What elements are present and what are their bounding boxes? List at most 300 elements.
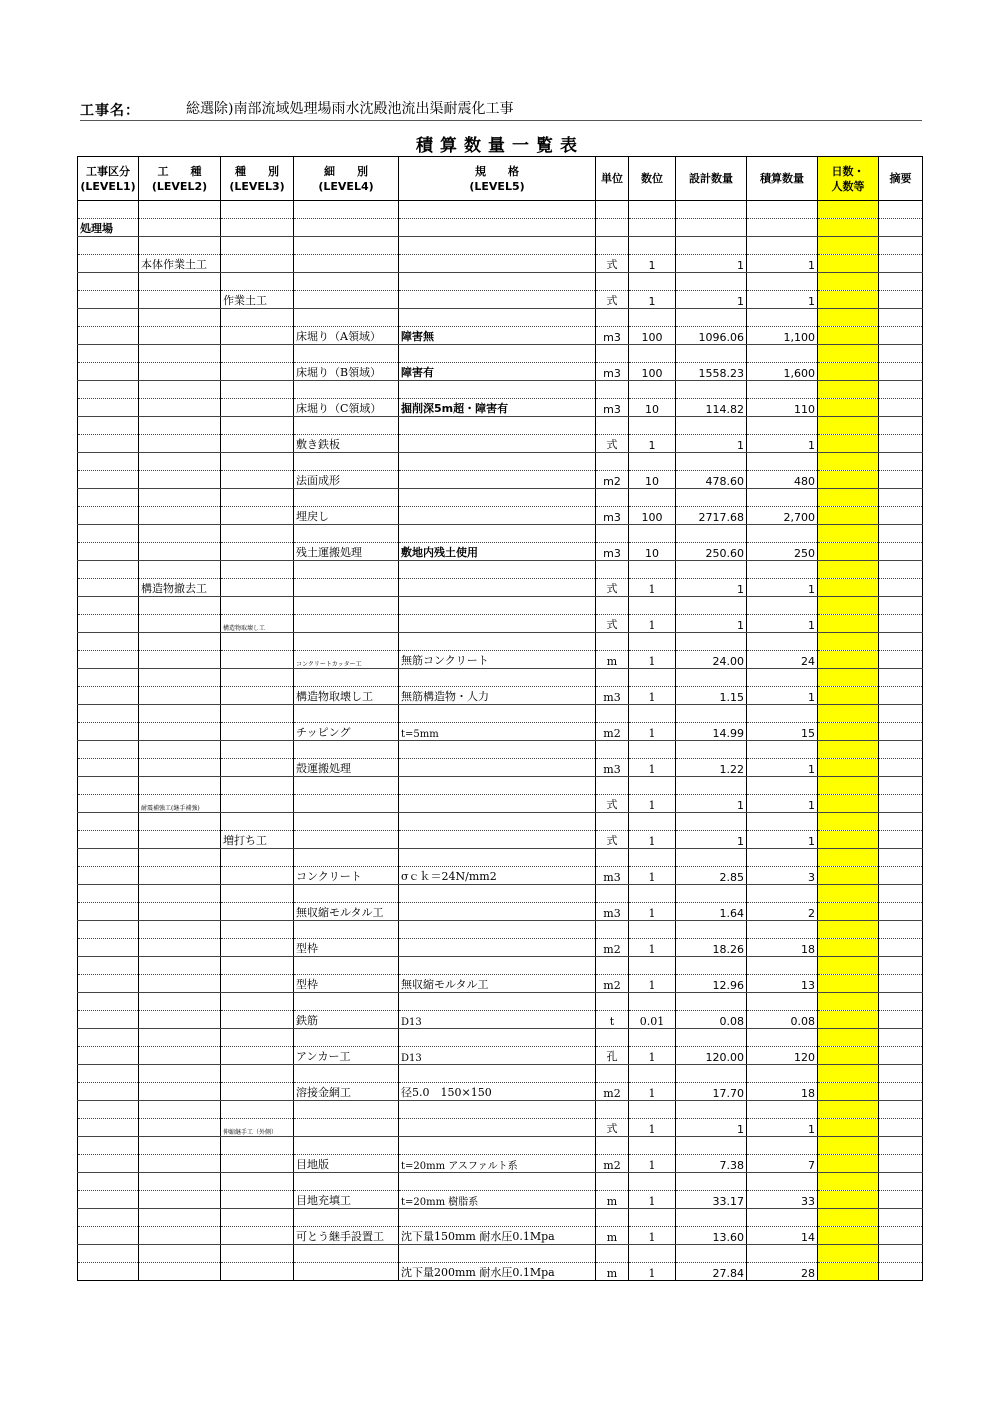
- cell-unit: 式: [596, 795, 629, 813]
- spacer-row: [78, 669, 923, 687]
- cell-l1: [78, 1083, 139, 1101]
- remarks-cell: [879, 795, 923, 813]
- cell-design: 120.00: [676, 1047, 747, 1065]
- cell-design: 1: [676, 615, 747, 633]
- blank-cell: [676, 561, 747, 579]
- cell-l1: [78, 255, 139, 273]
- blank-cell: [139, 1209, 221, 1227]
- blank-cell: [747, 345, 818, 363]
- remarks-cell: [879, 291, 923, 309]
- blank-cell: [629, 417, 676, 435]
- col-level1: 工事区分 (LEVEL1): [78, 157, 139, 201]
- table-row: [78, 903, 923, 921]
- cell-unit: 式: [596, 615, 629, 633]
- cell-digit: 1: [629, 723, 676, 741]
- cell-calc: 1: [747, 759, 818, 777]
- cell-design: 2717.68: [676, 507, 747, 525]
- cell-digit: 1: [629, 255, 676, 273]
- blank-cell: [879, 633, 923, 651]
- blank-cell: [139, 1137, 221, 1155]
- cell-design: 1.15: [676, 687, 747, 705]
- cell-unit: 孔: [596, 1047, 629, 1065]
- blank-cell: [399, 741, 596, 759]
- blank-cell: [596, 777, 629, 795]
- blank-cell: [139, 525, 221, 543]
- blank-cell: [747, 237, 818, 255]
- cell-calc: 24: [747, 651, 818, 669]
- cell-design: 1: [676, 831, 747, 849]
- cell-l4: 敷き鉄板: [294, 435, 399, 453]
- cell-l1: [78, 795, 139, 813]
- blank-cell: [879, 1029, 923, 1047]
- blank-cell: [221, 597, 294, 615]
- cell-unit: m2: [596, 939, 629, 957]
- cell-l3: [221, 1047, 294, 1065]
- cell-design: 17.70: [676, 1083, 747, 1101]
- cell-l2: [139, 219, 221, 237]
- blank-cell: [399, 669, 596, 687]
- cell-calc: 1: [747, 615, 818, 633]
- cell-l5: [399, 291, 596, 309]
- blank-cell: [747, 1137, 818, 1155]
- blank-cell: [78, 993, 139, 1011]
- table-row: [78, 1047, 923, 1065]
- blank-cell: [596, 993, 629, 1011]
- blank-cell: [399, 273, 596, 291]
- blank-cell: [596, 1173, 629, 1191]
- days-cell: [818, 309, 879, 327]
- table-row: [78, 399, 923, 417]
- blank-cell: [629, 633, 676, 651]
- blank-cell: [78, 669, 139, 687]
- table-row: [78, 579, 923, 597]
- cell-l4: 溶接金網工: [294, 1083, 399, 1101]
- project-header: [80, 96, 922, 121]
- blank-cell: [629, 453, 676, 471]
- days-cell: [818, 291, 879, 309]
- blank-cell: [629, 201, 676, 219]
- cell-unit: m: [596, 651, 629, 669]
- cell-l2: [139, 1263, 221, 1281]
- cell-l2: 耐震補強工(継手補強): [139, 795, 221, 813]
- cell-design: 1: [676, 579, 747, 597]
- blank-cell: [221, 237, 294, 255]
- blank-cell: [879, 885, 923, 903]
- blank-cell: [676, 345, 747, 363]
- cell-l4: 構造物取壊し工: [294, 687, 399, 705]
- cell-l4: 可とう継手設置工: [294, 1227, 399, 1245]
- cell-l3: [221, 1191, 294, 1209]
- cell-l5: [399, 579, 596, 597]
- blank-cell: [629, 525, 676, 543]
- blank-cell: [879, 777, 923, 795]
- cell-l2: [139, 327, 221, 345]
- cell-calc: [747, 219, 818, 237]
- remarks-cell: [879, 363, 923, 381]
- cell-l3: [221, 363, 294, 381]
- blank-cell: [399, 561, 596, 579]
- blank-cell: [596, 1065, 629, 1083]
- cell-design: 1.64: [676, 903, 747, 921]
- blank-cell: [221, 1065, 294, 1083]
- cell-digit: 10: [629, 399, 676, 417]
- cell-l2: [139, 1011, 221, 1029]
- blank-cell: [676, 1173, 747, 1191]
- cell-l2: [139, 687, 221, 705]
- blank-cell: [676, 453, 747, 471]
- days-cell: [818, 417, 879, 435]
- cell-calc: 0.08: [747, 1011, 818, 1029]
- blank-cell: [399, 993, 596, 1011]
- blank-cell: [139, 417, 221, 435]
- blank-cell: [629, 273, 676, 291]
- blank-cell: [747, 1209, 818, 1227]
- blank-cell: [221, 345, 294, 363]
- blank-cell: [294, 309, 399, 327]
- cell-l3: [221, 867, 294, 885]
- cell-l2: [139, 471, 221, 489]
- table-row: [78, 831, 923, 849]
- col-level4: 細 別 (LEVEL4): [294, 157, 399, 201]
- remarks-cell: [879, 1227, 923, 1245]
- cell-digit: 1: [629, 579, 676, 597]
- days-cell: [818, 363, 879, 381]
- blank-cell: [676, 309, 747, 327]
- days-cell: [818, 453, 879, 471]
- cell-design: 33.17: [676, 1191, 747, 1209]
- cell-l2: [139, 1083, 221, 1101]
- blank-cell: [629, 597, 676, 615]
- cell-unit: 式: [596, 255, 629, 273]
- spacer-row: [78, 237, 923, 255]
- blank-cell: [294, 993, 399, 1011]
- spacer-row: [78, 993, 923, 1011]
- days-cell: [818, 867, 879, 885]
- blank-cell: [596, 381, 629, 399]
- blank-cell: [78, 741, 139, 759]
- blank-cell: [78, 1137, 139, 1155]
- cell-digit: 1: [629, 795, 676, 813]
- spacer-row: [78, 921, 923, 939]
- table-row: [78, 651, 923, 669]
- blank-cell: [399, 417, 596, 435]
- blank-cell: [294, 1209, 399, 1227]
- blank-cell: [399, 885, 596, 903]
- blank-cell: [596, 201, 629, 219]
- remarks-cell: [879, 1155, 923, 1173]
- spacer-row: [78, 957, 923, 975]
- days-cell: [818, 669, 879, 687]
- cell-design: [676, 219, 747, 237]
- cell-design: 478.60: [676, 471, 747, 489]
- blank-cell: [294, 561, 399, 579]
- cell-l5: [399, 507, 596, 525]
- blank-cell: [139, 957, 221, 975]
- blank-cell: [78, 417, 139, 435]
- blank-cell: [596, 705, 629, 723]
- blank-cell: [676, 849, 747, 867]
- days-cell: [818, 705, 879, 723]
- cell-design: 1: [676, 435, 747, 453]
- days-cell: [818, 1011, 879, 1029]
- cell-l4: [294, 579, 399, 597]
- blank-cell: [294, 1101, 399, 1119]
- cell-unit: 式: [596, 831, 629, 849]
- cell-calc: 250: [747, 543, 818, 561]
- cell-l5: 敷地内残土使用: [399, 543, 596, 561]
- cell-digit: 1: [629, 291, 676, 309]
- blank-cell: [399, 1173, 596, 1191]
- blank-cell: [879, 381, 923, 399]
- remarks-cell: [879, 615, 923, 633]
- blank-cell: [629, 489, 676, 507]
- blank-cell: [676, 381, 747, 399]
- cell-l2: [139, 363, 221, 381]
- cell-l1: [78, 1227, 139, 1245]
- blank-cell: [747, 993, 818, 1011]
- blank-cell: [629, 1065, 676, 1083]
- blank-cell: [596, 1209, 629, 1227]
- blank-cell: [596, 1137, 629, 1155]
- cell-l3: [221, 1155, 294, 1173]
- blank-cell: [294, 345, 399, 363]
- cell-design: 13.60: [676, 1227, 747, 1245]
- cell-digit: 1: [629, 939, 676, 957]
- cell-calc: 33: [747, 1191, 818, 1209]
- blank-cell: [747, 1029, 818, 1047]
- remarks-cell: [879, 1263, 923, 1281]
- blank-cell: [747, 1245, 818, 1263]
- cell-l4: 床堀り（B領域）: [294, 363, 399, 381]
- blank-cell: [747, 849, 818, 867]
- cell-l1: [78, 1191, 139, 1209]
- blank-cell: [596, 813, 629, 831]
- spacer-row: [78, 1137, 923, 1155]
- blank-cell: [747, 957, 818, 975]
- blank-cell: [139, 921, 221, 939]
- remarks-cell: [879, 1047, 923, 1065]
- blank-cell: [294, 921, 399, 939]
- blank-cell: [747, 273, 818, 291]
- cell-l5: 沈下量150mm 耐水圧0.1Mpa: [399, 1227, 596, 1245]
- cell-unit: m2: [596, 1083, 629, 1101]
- blank-cell: [139, 345, 221, 363]
- blank-cell: [78, 705, 139, 723]
- cell-calc: 1: [747, 291, 818, 309]
- cell-l3: [221, 327, 294, 345]
- blank-cell: [294, 633, 399, 651]
- blank-cell: [676, 1245, 747, 1263]
- blank-cell: [294, 381, 399, 399]
- days-cell: [818, 1191, 879, 1209]
- blank-cell: [747, 777, 818, 795]
- cell-l2: 構造物撤去工: [139, 579, 221, 597]
- cell-l4: チッピング: [294, 723, 399, 741]
- blank-cell: [747, 525, 818, 543]
- blank-cell: [78, 885, 139, 903]
- blank-cell: [294, 1065, 399, 1083]
- cell-unit: m3: [596, 903, 629, 921]
- blank-cell: [629, 741, 676, 759]
- cell-design: 1.22: [676, 759, 747, 777]
- table-row: [78, 1083, 923, 1101]
- col-digit: 数位: [629, 157, 676, 201]
- blank-cell: [747, 1065, 818, 1083]
- blank-cell: [879, 525, 923, 543]
- days-cell: [818, 255, 879, 273]
- blank-cell: [596, 273, 629, 291]
- blank-cell: [629, 957, 676, 975]
- cell-design: 14.99: [676, 723, 747, 741]
- remarks-cell: [879, 219, 923, 237]
- cell-digit: 100: [629, 327, 676, 345]
- blank-cell: [78, 309, 139, 327]
- cell-l5: [399, 795, 596, 813]
- cell-digit: 100: [629, 507, 676, 525]
- cell-l1: 処理場: [78, 219, 139, 237]
- blank-cell: [596, 489, 629, 507]
- cell-l3: [221, 723, 294, 741]
- spacer-row: [78, 777, 923, 795]
- blank-cell: [78, 921, 139, 939]
- cell-unit: m: [596, 1191, 629, 1209]
- blank-cell: [139, 993, 221, 1011]
- table-row: [78, 471, 923, 489]
- blank-cell: [629, 1137, 676, 1155]
- cell-l1: [78, 327, 139, 345]
- blank-cell: [676, 885, 747, 903]
- blank-cell: [629, 813, 676, 831]
- cell-l5: 無筋構造物・人力: [399, 687, 596, 705]
- cell-l4: 無収縮モルタル工: [294, 903, 399, 921]
- cell-l4: アンカー工: [294, 1047, 399, 1065]
- cell-l2: [139, 543, 221, 561]
- blank-cell: [78, 201, 139, 219]
- cell-l3: [221, 651, 294, 669]
- blank-cell: [747, 453, 818, 471]
- cell-l4: 型枠: [294, 975, 399, 993]
- cell-l2: [139, 651, 221, 669]
- blank-cell: [294, 1173, 399, 1191]
- quantity-table: [77, 156, 923, 1281]
- blank-cell: [78, 957, 139, 975]
- cell-l4: 目地充填工: [294, 1191, 399, 1209]
- cell-l5: t=20mm アスファルト系: [399, 1155, 596, 1173]
- remarks-cell: [879, 687, 923, 705]
- remarks-cell: [879, 975, 923, 993]
- blank-cell: [139, 237, 221, 255]
- cell-l5: 障害有: [399, 363, 596, 381]
- table-row: [78, 507, 923, 525]
- cell-digit: 1: [629, 1155, 676, 1173]
- blank-cell: [221, 1209, 294, 1227]
- blank-cell: [139, 273, 221, 291]
- blank-cell: [78, 1245, 139, 1263]
- blank-cell: [676, 417, 747, 435]
- cell-l3: [221, 255, 294, 273]
- blank-cell: [78, 1173, 139, 1191]
- cell-l5: 掘削深5m超・障害有: [399, 399, 596, 417]
- blank-cell: [78, 453, 139, 471]
- cell-l5: t=20mm 樹脂系: [399, 1191, 596, 1209]
- table-row: [78, 759, 923, 777]
- cell-l3: [221, 687, 294, 705]
- spacer-row: [78, 1065, 923, 1083]
- blank-cell: [78, 777, 139, 795]
- cell-l5: [399, 1119, 596, 1137]
- blank-cell: [747, 417, 818, 435]
- blank-cell: [879, 1065, 923, 1083]
- blank-cell: [747, 813, 818, 831]
- cell-design: 7.38: [676, 1155, 747, 1173]
- cell-l3: [221, 435, 294, 453]
- blank-cell: [78, 273, 139, 291]
- cell-l1: [78, 975, 139, 993]
- blank-cell: [139, 561, 221, 579]
- blank-cell: [221, 633, 294, 651]
- days-cell: [818, 903, 879, 921]
- blank-cell: [294, 1137, 399, 1155]
- cell-design: 1: [676, 255, 747, 273]
- cell-l5: [399, 939, 596, 957]
- blank-cell: [879, 993, 923, 1011]
- blank-cell: [596, 345, 629, 363]
- cell-calc: 15: [747, 723, 818, 741]
- table-row: [78, 1263, 923, 1281]
- blank-cell: [747, 561, 818, 579]
- cell-l3: [221, 471, 294, 489]
- table-row: [78, 1011, 923, 1029]
- blank-cell: [294, 597, 399, 615]
- blank-cell: [221, 669, 294, 687]
- blank-cell: [676, 201, 747, 219]
- cell-unit: m2: [596, 471, 629, 489]
- days-cell: [818, 615, 879, 633]
- cell-digit: 1: [629, 903, 676, 921]
- cell-calc: 1: [747, 435, 818, 453]
- blank-cell: [629, 1209, 676, 1227]
- blank-cell: [294, 237, 399, 255]
- days-cell: [818, 813, 879, 831]
- cell-l5: 障害無: [399, 327, 596, 345]
- blank-cell: [629, 849, 676, 867]
- blank-cell: [294, 417, 399, 435]
- days-cell: [818, 1101, 879, 1119]
- blank-cell: [629, 561, 676, 579]
- spacer-row: [78, 309, 923, 327]
- days-cell: [818, 1065, 879, 1083]
- days-cell: [818, 1263, 879, 1281]
- blank-cell: [399, 1065, 596, 1083]
- days-cell: [818, 687, 879, 705]
- cell-unit: t: [596, 1011, 629, 1029]
- blank-cell: [399, 1029, 596, 1047]
- blank-cell: [596, 849, 629, 867]
- cell-design: 1558.23: [676, 363, 747, 381]
- blank-cell: [399, 921, 596, 939]
- cell-l4: [294, 831, 399, 849]
- blank-cell: [879, 669, 923, 687]
- cell-calc: 1,600: [747, 363, 818, 381]
- spacer-row: [78, 633, 923, 651]
- blank-cell: [221, 309, 294, 327]
- blank-cell: [596, 1101, 629, 1119]
- cell-digit: 100: [629, 363, 676, 381]
- blank-cell: [629, 993, 676, 1011]
- remarks-cell: [879, 507, 923, 525]
- blank-cell: [629, 237, 676, 255]
- cell-l1: [78, 939, 139, 957]
